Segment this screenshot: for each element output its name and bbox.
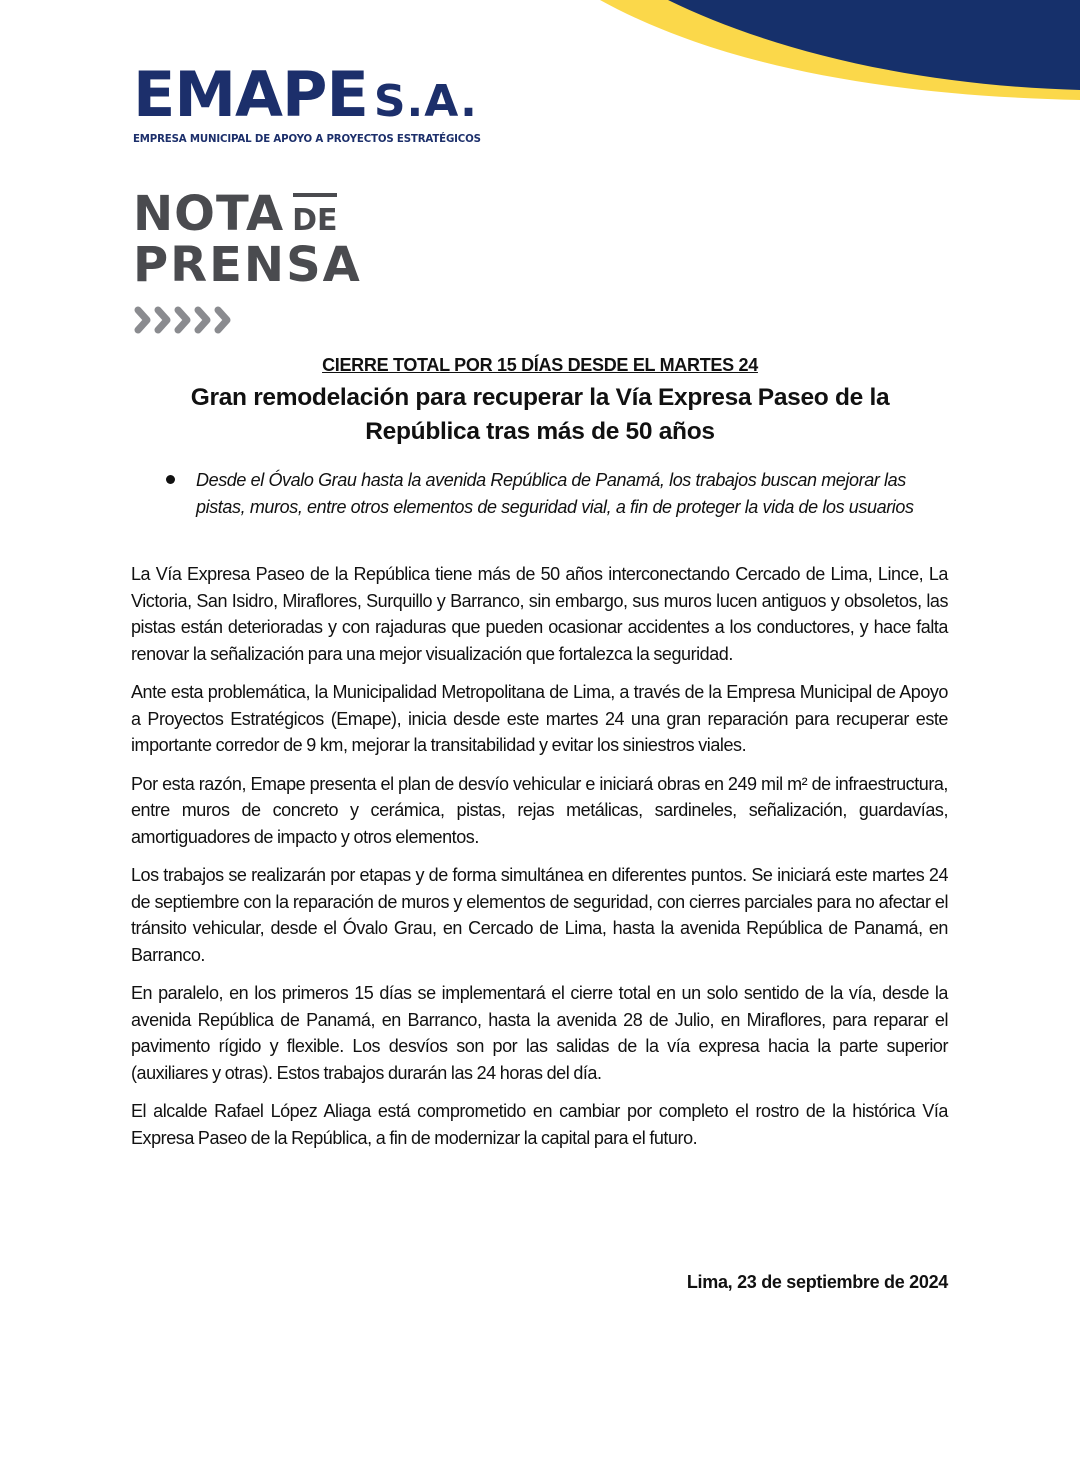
logo-wordmark — [133, 58, 481, 131]
section-label-connector: DE — [292, 197, 337, 245]
chevron-right-icon — [138, 310, 147, 330]
article-paragraph: Ante esta problemática, la Municipalidad Metropolitana de Lima, a través de la Empresa Municipal de Apoyo a Proyectos Estratégicos (Emape), inicia desde este martes 24 una gran reparación para recuperar este importante corredor de 9 km, mejorar la transitabilidad y evitar los siniestros viales. — [131, 682, 948, 755]
article-kicker: CIERRE TOTAL POR 15 DÍAS DESDE EL MARTES 24 — [322, 355, 758, 375]
section-label — [133, 186, 362, 293]
article-body — [131, 561, 948, 1163]
section-label-line2: PRENSA — [133, 237, 362, 293]
chevron-right-icon — [178, 310, 187, 330]
chevron-right-icon — [158, 310, 167, 330]
summary-bullet-text: Desde el Óvalo Grau hasta la avenida República de Panamá, los trabajos buscan mejorar las pistas, muros, entre otros elementos de seguridad vial, a fin de proteger la vida de los usuarios — [196, 470, 914, 517]
article-headline: Gran remodelación para recuperar la Vía Expresa Paseo de la República tras más de 50 años — [190, 384, 890, 445]
article-paragraph: La Vía Expresa Paseo de la República tiene más de 50 años interconectando Cercado de Lima, Lince, La Victoria, San Isidro, Miraflores, Surquillo y Barranco, sin embargo, sus muros lucen antiguos y obsoletos, las pistas están deterioradas y con rajaduras que pueden ocasionar accidentes a los conductores, y hace falta renovar la señalización para una mejor visualización que fortalezca la seguridad. — [131, 564, 948, 664]
article-paragraph: El alcalde Rafael López Aliaga está comprometido en cambiar por completo el rostro de la histórica Vía Expresa Paseo de la República, a fin de modernizar la capital para el futuro. — [131, 1101, 948, 1148]
article-paragraph: Los trabajos se realizarán por etapas y de forma simultánea en diferentes puntos. Se iniciará este martes 24 de septiembre con la reparación de muros y elementos de seguridad, con cierres parciales para no afectar el tránsito vehicular, desde el Óvalo Grau, en Cercado de Lima, hasta la avenida República de Panamá, en Barranco. — [131, 865, 948, 965]
chevron-right-icon — [198, 310, 207, 330]
logo-name: EMAPE — [133, 58, 368, 131]
bullet-icon — [166, 475, 175, 484]
chevron-right-icon — [218, 310, 227, 330]
dateline: Lima, 23 de septiembre de 2024 — [686, 1272, 948, 1292]
section-label-line1: NOTA — [133, 186, 285, 242]
article-paragraph: En paralelo, en los primeros 15 días se implementará el cierre total en un solo sentido de la vía, desde la avenida República de Panamá, en Barranco, hasta la avenida 28 de Julio, en Miraflores, para reparar el pavimento rígido y flexible. Los desvíos son por las salidas de la vía expresa hacia la parte superior (auxiliares y otras). Estos trabajos durarán las 24 horas del día. — [131, 983, 948, 1083]
logo-tagline: EMPRESA MUNICIPAL DE APOYO A PROYECTOS ESTRATÉGICOS — [133, 134, 481, 145]
logo-suffix: S.A. — [373, 76, 478, 127]
emape-logo — [133, 58, 481, 145]
chevrons-icon — [133, 303, 238, 337]
article-paragraph: Por esta razón, Emape presenta el plan de desvío vehicular e iniciará obras en 249 mil m² de infraestructura, entre muros de concreto y cerámica, pistas, rejas metálicas, sardineles, señalización, guardavías, amortiguadores de impacto y otros elementos. — [131, 773, 948, 847]
summary-bullet — [160, 467, 950, 520]
